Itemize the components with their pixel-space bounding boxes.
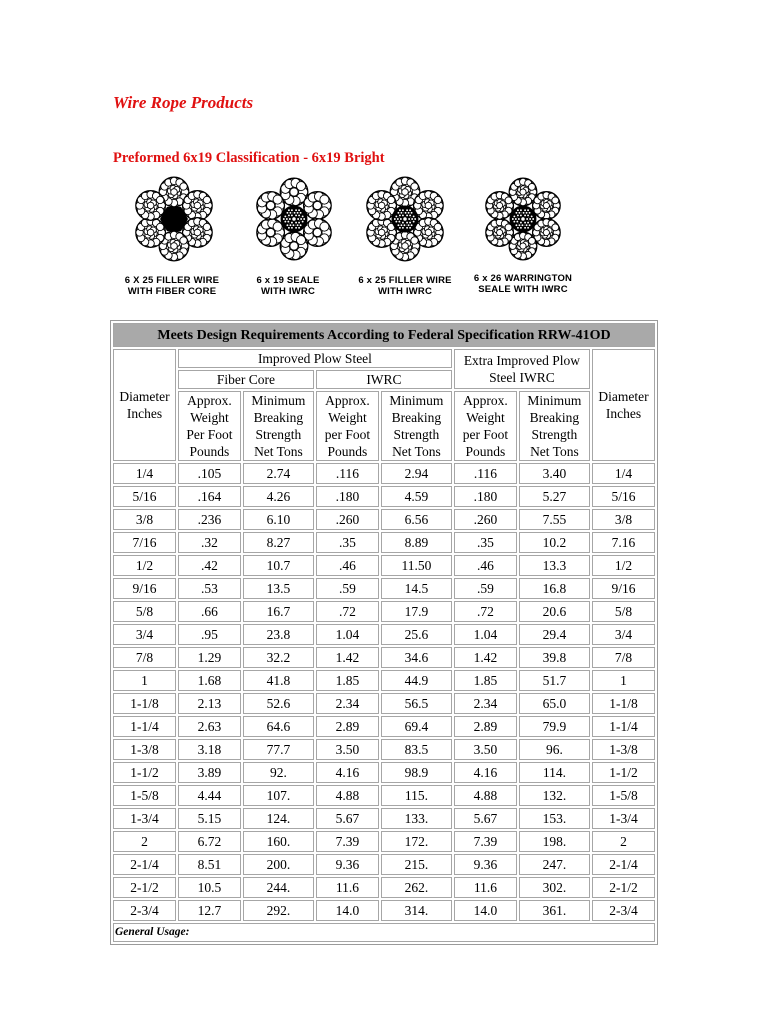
rope-caption-warrington-iwrc: 6 x 26 WARRINGTON SEALE WITH IWRC — [473, 273, 573, 295]
table-cell: 1-1/4 — [592, 716, 655, 737]
table-cell: 5.15 — [178, 808, 241, 829]
table-cell: 69.4 — [381, 716, 452, 737]
table-cell: 12.7 — [178, 900, 241, 921]
table-cell: .59 — [316, 578, 379, 599]
table-cell: 5/16 — [113, 486, 176, 507]
table-row — [113, 693, 655, 714]
wire-rope-fiber-core-icon — [131, 176, 217, 262]
table-cell: 1.04 — [454, 624, 517, 645]
table-cell: .116 — [316, 463, 379, 484]
iwrc-header: IWRC — [316, 370, 452, 389]
improved-plow-steel-header: Improved Plow Steel — [178, 349, 452, 368]
table-row — [113, 670, 655, 691]
page-title: Wire Rope Products — [113, 93, 254, 112]
table-cell: 51.7 — [519, 670, 590, 691]
table-cell: .46 — [454, 555, 517, 576]
table-cell: 52.6 — [243, 693, 314, 714]
table-cell: 5/8 — [592, 601, 655, 622]
table-cell: 3/8 — [113, 509, 176, 530]
table-cell: 14.5 — [381, 578, 452, 599]
table-cell: 114. — [519, 762, 590, 783]
table-cell: 2.34 — [454, 693, 517, 714]
table-cell: 5.67 — [316, 808, 379, 829]
table-cell: 1.85 — [316, 670, 379, 691]
table-cell: 172. — [381, 831, 452, 852]
table-cell: 3/4 — [592, 624, 655, 645]
rope-cross-section-icon — [251, 176, 337, 262]
table-cell: 39.8 — [519, 647, 590, 668]
weight-header-iwrc: Approx. Weight per Foot Pounds — [316, 391, 379, 461]
table-cell: 8.51 — [178, 854, 241, 875]
table-cell: 2-1/2 — [592, 877, 655, 898]
page-subtitle: Preformed 6x19 Classification - 6x19 Bright — [113, 150, 385, 166]
weight-header-eips: Approx. Weight per Foot Pounds — [454, 391, 517, 461]
table-cell: 2.89 — [316, 716, 379, 737]
table-cell: .180 — [454, 486, 517, 507]
table-cell: 6.72 — [178, 831, 241, 852]
table-row — [113, 624, 655, 645]
table-cell: 9.36 — [316, 854, 379, 875]
table-cell: 3.50 — [454, 739, 517, 760]
table-cell: 2.34 — [316, 693, 379, 714]
table-row — [113, 532, 655, 553]
table-cell: .35 — [454, 532, 517, 553]
table-cell: 247. — [519, 854, 590, 875]
table-cell: 83.5 — [381, 739, 452, 760]
table-cell: 44.9 — [381, 670, 452, 691]
table-cell: 5.67 — [454, 808, 517, 829]
table-row — [113, 463, 655, 484]
weight-header-fiber: Approx. Weight Per Foot Pounds — [178, 391, 241, 461]
strength-header-eips: Minimum Breaking Strength Net Tons — [519, 391, 590, 461]
table-cell: .53 — [178, 578, 241, 599]
table-cell: 7.39 — [316, 831, 379, 852]
table-cell: 1.85 — [454, 670, 517, 691]
table-cell: 65.0 — [519, 693, 590, 714]
table-cell: 132. — [519, 785, 590, 806]
table-cell: 4.88 — [316, 785, 379, 806]
table-banner: Meets Design Requirements According to Federal Specification RRW-41OD — [113, 323, 655, 347]
table-cell: 200. — [243, 854, 314, 875]
table-cell: 64.6 — [243, 716, 314, 737]
table-cell: 25.6 — [381, 624, 452, 645]
rope-caption-fiber-core: 6 X 25 FILLER WIRE WITH FIBER CORE — [124, 275, 220, 297]
table-cell: 3.89 — [178, 762, 241, 783]
table-cell: 314. — [381, 900, 452, 921]
table-cell: 4.44 — [178, 785, 241, 806]
table-cell: 4.88 — [454, 785, 517, 806]
rope-cross-section-icon — [131, 176, 217, 262]
table-cell: 3/8 — [592, 509, 655, 530]
table-cell: 10.7 — [243, 555, 314, 576]
table-cell: 107. — [243, 785, 314, 806]
table-cell: 7.16 — [592, 532, 655, 553]
table-cell: 11.6 — [316, 877, 379, 898]
table-cell: 13.5 — [243, 578, 314, 599]
table-cell: 10.5 — [178, 877, 241, 898]
table-cell: .66 — [178, 601, 241, 622]
table-row — [113, 831, 655, 852]
table-cell: .105 — [178, 463, 241, 484]
table-cell: 5/16 — [592, 486, 655, 507]
diameter-header-left: Diameter Inches — [113, 349, 176, 461]
table-cell: 2.13 — [178, 693, 241, 714]
table-cell: 6.10 — [243, 509, 314, 530]
table-row — [113, 601, 655, 622]
table-cell: 292. — [243, 900, 314, 921]
table-cell: 2-1/4 — [592, 854, 655, 875]
table-cell: 7/8 — [113, 647, 176, 668]
table-cell: 1 — [113, 670, 176, 691]
table-row — [113, 900, 655, 921]
table-row — [113, 739, 655, 760]
table-cell: 17.9 — [381, 601, 452, 622]
table-cell: 8.27 — [243, 532, 314, 553]
fiber-core-header: Fiber Core — [178, 370, 314, 389]
general-usage-label: General Usage: — [113, 923, 655, 942]
table-cell: .164 — [178, 486, 241, 507]
table-cell: 1-5/8 — [113, 785, 176, 806]
table-cell: 9/16 — [592, 578, 655, 599]
table-cell: 2.74 — [243, 463, 314, 484]
table-cell: 11.50 — [381, 555, 452, 576]
table-row — [113, 785, 655, 806]
table-cell: .95 — [178, 624, 241, 645]
strength-header-iwrc: Minimum Breaking Strength Net Tons — [381, 391, 452, 461]
table-row — [113, 762, 655, 783]
wire-rope-filler-iwrc-icon — [362, 176, 448, 262]
table-cell: 4.16 — [454, 762, 517, 783]
table-cell: 14.0 — [454, 900, 517, 921]
table-row — [113, 716, 655, 737]
table-cell: 2-1/2 — [113, 877, 176, 898]
table-cell: 2 — [592, 831, 655, 852]
table-cell: 77.7 — [243, 739, 314, 760]
table-cell: 10.2 — [519, 532, 590, 553]
table-cell: 4.16 — [316, 762, 379, 783]
table-cell: 1-3/8 — [592, 739, 655, 760]
table-cell: 1-3/4 — [592, 808, 655, 829]
table-cell: 7.39 — [454, 831, 517, 852]
table-cell: 2.89 — [454, 716, 517, 737]
table-cell: .180 — [316, 486, 379, 507]
extra-improved-plow-steel-header: Extra Improved Plow Steel IWRC — [454, 349, 590, 389]
table-cell: 34.6 — [381, 647, 452, 668]
table-cell: 41.8 — [243, 670, 314, 691]
table-cell: 9.36 — [454, 854, 517, 875]
table-row — [113, 877, 655, 898]
table-cell: .116 — [454, 463, 517, 484]
table-cell: 92. — [243, 762, 314, 783]
table-cell: 1-3/4 — [113, 808, 176, 829]
table-cell: 2.94 — [381, 463, 452, 484]
table-cell: 16.7 — [243, 601, 314, 622]
table-cell: 13.3 — [519, 555, 590, 576]
table-cell: 1/2 — [113, 555, 176, 576]
table-cell: 1 — [592, 670, 655, 691]
table-cell: 56.5 — [381, 693, 452, 714]
table-cell: 1-1/8 — [592, 693, 655, 714]
table-row — [113, 578, 655, 599]
table-cell: 262. — [381, 877, 452, 898]
table-cell: 29.4 — [519, 624, 590, 645]
wire-rope-spec-table — [110, 320, 658, 945]
table-row — [113, 647, 655, 668]
table-cell: 6.56 — [381, 509, 452, 530]
table-cell: .260 — [454, 509, 517, 530]
table-cell: 1/2 — [592, 555, 655, 576]
table-cell: 244. — [243, 877, 314, 898]
table-row — [113, 555, 655, 576]
strength-header-fiber: Minimum Breaking Strength Net Tons — [243, 391, 314, 461]
table-cell: .72 — [454, 601, 517, 622]
table-cell: 1.42 — [316, 647, 379, 668]
table-cell: 96. — [519, 739, 590, 760]
table-cell: 133. — [381, 808, 452, 829]
table-cell: 361. — [519, 900, 590, 921]
table-cell: 1-1/2 — [592, 762, 655, 783]
table-cell: 4.26 — [243, 486, 314, 507]
table-cell: 1-1/4 — [113, 716, 176, 737]
table-cell: 1-5/8 — [592, 785, 655, 806]
wire-rope-seale-iwrc-icon — [251, 176, 337, 262]
table-cell: 8.89 — [381, 532, 452, 553]
table-cell: 32.2 — [243, 647, 314, 668]
table-cell: 1-1/2 — [113, 762, 176, 783]
table-cell: 1.04 — [316, 624, 379, 645]
table-cell: 5.27 — [519, 486, 590, 507]
table-cell: 7.55 — [519, 509, 590, 530]
table-row — [113, 808, 655, 829]
table-cell: 198. — [519, 831, 590, 852]
table-cell: 1.42 — [454, 647, 517, 668]
table-cell: 7/8 — [592, 647, 655, 668]
table-cell: 215. — [381, 854, 452, 875]
table-cell: 2.63 — [178, 716, 241, 737]
table-cell: 302. — [519, 877, 590, 898]
table-cell: 2-3/4 — [113, 900, 176, 921]
table-row — [113, 486, 655, 507]
table-row — [113, 509, 655, 530]
table-cell: .32 — [178, 532, 241, 553]
table-cell: 11.6 — [454, 877, 517, 898]
table-cell: 1.68 — [178, 670, 241, 691]
table-row — [113, 854, 655, 875]
table-cell: 160. — [243, 831, 314, 852]
table-cell: .42 — [178, 555, 241, 576]
table-cell: 1/4 — [113, 463, 176, 484]
table-cell: 16.8 — [519, 578, 590, 599]
table-cell: 1-1/8 — [113, 693, 176, 714]
table-cell: .46 — [316, 555, 379, 576]
table-cell: 1/4 — [592, 463, 655, 484]
rope-cross-section-icon — [480, 176, 566, 262]
rope-caption-seale-iwrc: 6 x 19 SEALE WITH IWRC — [256, 275, 320, 297]
table-cell: .260 — [316, 509, 379, 530]
table-cell: 3.50 — [316, 739, 379, 760]
diameter-header-right: Diameter Inches — [592, 349, 655, 461]
table-cell: 124. — [243, 808, 314, 829]
table-cell: 7/16 — [113, 532, 176, 553]
table-cell: 23.8 — [243, 624, 314, 645]
table-cell: 3.18 — [178, 739, 241, 760]
rope-cross-section-icon — [362, 176, 448, 262]
table-cell: 3/4 — [113, 624, 176, 645]
table-cell: 14.0 — [316, 900, 379, 921]
table-cell: 1.29 — [178, 647, 241, 668]
table-cell: 3.40 — [519, 463, 590, 484]
table-cell: 115. — [381, 785, 452, 806]
table-cell: 5/8 — [113, 601, 176, 622]
table-cell: 2 — [113, 831, 176, 852]
table-cell: .72 — [316, 601, 379, 622]
table-cell: 153. — [519, 808, 590, 829]
rope-caption-filler-iwrc: 6 x 25 FILLER WIRE WITH IWRC — [358, 275, 452, 297]
table-cell: 79.9 — [519, 716, 590, 737]
table-cell: 20.6 — [519, 601, 590, 622]
table-cell: .35 — [316, 532, 379, 553]
table-cell: 1-3/8 — [113, 739, 176, 760]
table-cell: 9/16 — [113, 578, 176, 599]
table-cell: .236 — [178, 509, 241, 530]
wire-rope-warrington-iwrc-icon — [480, 176, 566, 262]
table-cell: .59 — [454, 578, 517, 599]
table-cell: 98.9 — [381, 762, 452, 783]
table-cell: 2-1/4 — [113, 854, 176, 875]
table-cell: 4.59 — [381, 486, 452, 507]
table-cell: 2-3/4 — [592, 900, 655, 921]
